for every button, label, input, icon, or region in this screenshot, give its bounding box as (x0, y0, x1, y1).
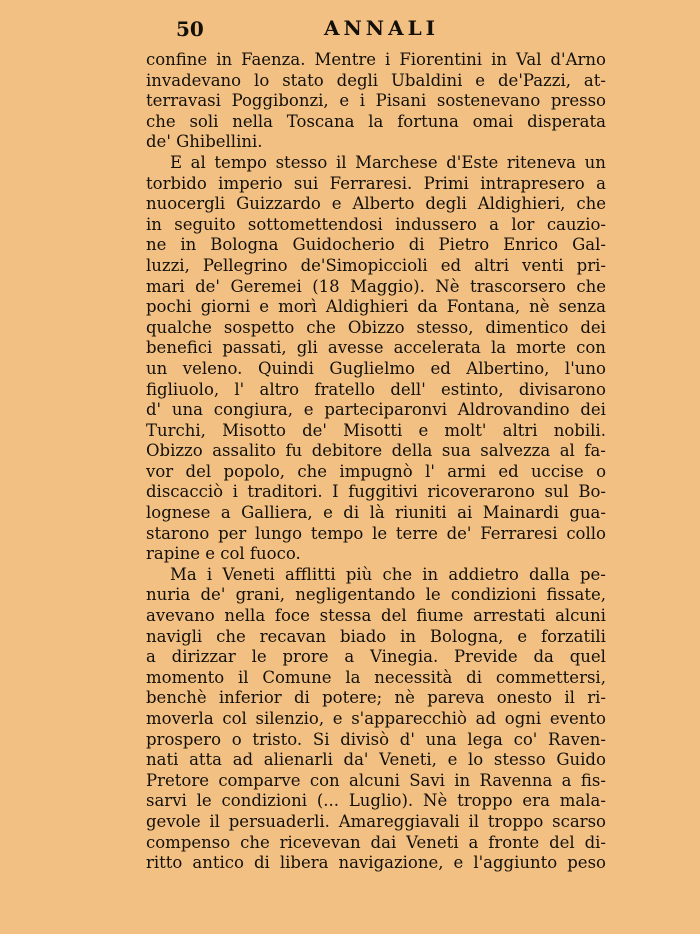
text-line: ritto antico di libera navigazione, e l'aggiunto peso (146, 853, 606, 873)
text-line: sarvi le condizioni (... Luglio). Nè troppo era mala- (146, 791, 606, 811)
text-line: un veleno. Quindi Guglielmo ed Albertino, l'uno (146, 358, 606, 378)
text-line: de' Ghibellini. (146, 132, 263, 152)
text-line: in seguito sottomettendosi indussero a lor cauzio- (146, 214, 606, 234)
text-line: benchè inferior di potere; nè pareva onesto il ri- (146, 688, 606, 708)
text-line: figliuolo, l' altro fratello dell' estinto, divisarono (146, 379, 606, 399)
running-title: ANNALI (324, 16, 440, 40)
text-line: ne in Bologna Guidocherio di Pietro Enrico Gal- (146, 235, 606, 255)
text-line: compenso che ricevevan dai Veneti a fronte del di- (146, 832, 606, 852)
text-line: Ma i Veneti afflitti più che in addietro dalla pe- (170, 564, 606, 584)
body-text (146, 50, 606, 874)
text-line: che soli nella Toscana la fortuna omai disperata (146, 111, 606, 131)
text-line: avevano nella foce stessa del fiume arrestati alcuni (146, 606, 606, 626)
text-line: confine in Faenza. Mentre i Fiorentini in Val d'Arno (146, 50, 606, 69)
page-header (146, 12, 606, 44)
text-line: nati atta ad alienarli da' Veneti, e lo stesso Guido (146, 750, 606, 770)
text-line: invadevano lo stato degli Ubaldini e de'Pazzi, at- (146, 70, 606, 90)
text-line: navigli che recavan biado in Bologna, e forzatili (146, 626, 606, 646)
text-line: Turchi, Misotto de' Misotti e molt' altri nobili. (146, 420, 606, 440)
text-line: vor del popolo, che impugnò l' armi ed uccise o (146, 461, 606, 481)
text-line: qualche sospetto che Obizzo stesso, dimentico dei (146, 317, 606, 337)
text-line: nuria de' grani, negligentando le condizioni fissate, (146, 585, 606, 605)
text-line: benefici passati, gli avesse accelerata la morte con (146, 338, 606, 358)
text-line: luzzi, Pellegrino de'Simopiccioli ed altri venti pri- (146, 255, 606, 275)
page-number: 50 (176, 17, 204, 41)
text-line: pochi giorni e morì Aldighieri da Fontana, nè senza (146, 297, 606, 317)
text-line: momento il Comune la necessità di commettersi, (146, 667, 606, 687)
text-line: starono per lungo tempo le terre de' Ferraresi collo (146, 523, 606, 543)
text-line: gevole il persuaderli. Amareggiavali il troppo scarso (146, 811, 606, 831)
text-line: E al tempo stesso il Marchese d'Este riteneva un (170, 152, 606, 172)
text-line: lognese a Galliera, e di là riuniti ai Mainardi gua- (146, 503, 606, 523)
text-line: terravasi Poggibonzi, e i Pisani sostenevano presso (146, 91, 606, 111)
text-line: torbido imperio sui Ferraresi. Primi intrapresero a (146, 173, 606, 193)
text-line: Pretore comparve con alcuni Savi in Ravenna a fis- (146, 770, 606, 790)
text-line: d' una congiura, e parteciparonvi Aldrovandino dei (146, 400, 606, 420)
text-line: a dirizzar le prore a Vinegia. Previde da quel (146, 647, 606, 667)
text-line: prospero o tristo. Si divisò d' una lega co' Raven- (146, 729, 606, 749)
text-line: discacciò i traditori. I fuggitivi ricoverarono sul Bo- (146, 482, 606, 502)
text-line: rapine e col fuoco. (146, 544, 301, 564)
text-line: Obizzo assalito fu debitore della sua salvezza al fa- (146, 441, 606, 461)
text-line: mari de' Geremei (18 Maggio). Nè trascorsero che (146, 276, 606, 296)
text-line: moverla col silenzio, e s'apparecchiò ad ogni evento (146, 709, 606, 728)
text-line: nuocergli Guizzardo e Alberto degli Aldighieri, che (146, 194, 606, 214)
